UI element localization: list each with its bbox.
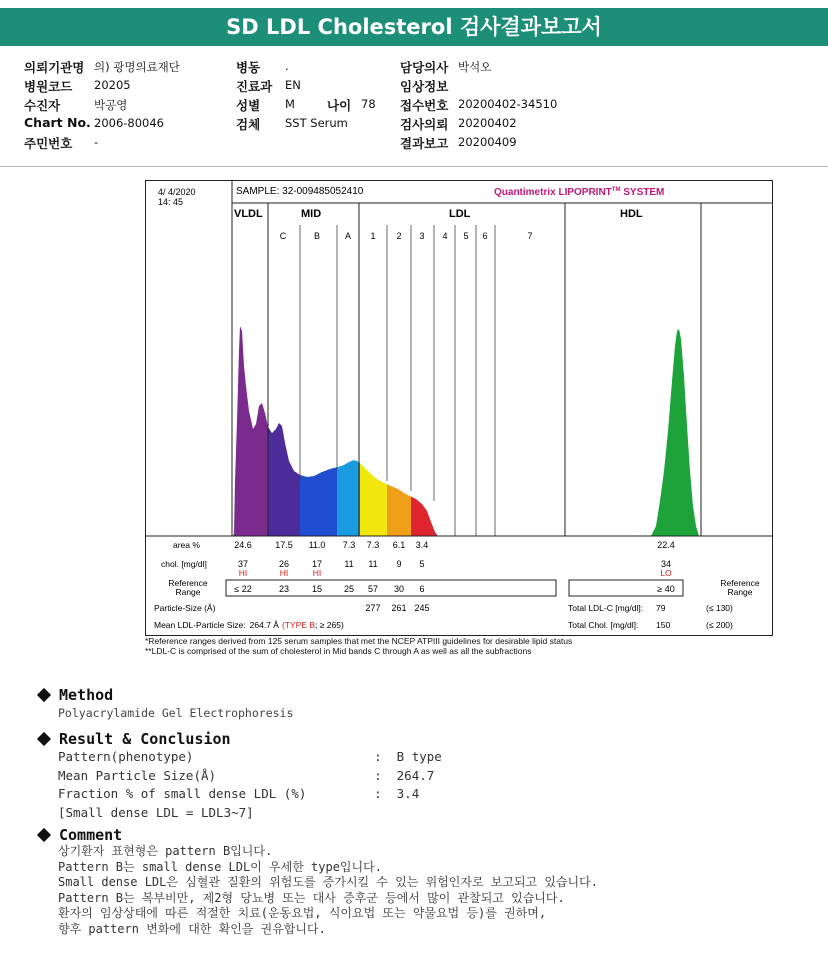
total-chol-value: 150 (656, 620, 671, 630)
footnote-2: **LDL-C is comprised of the sum of cholesterol in Mid bands C through A as well as all the subfractions (145, 646, 532, 656)
band-label-b: B (313, 231, 321, 241)
band-label-7: 7 (527, 231, 533, 241)
clinical-info-label: 임상정보 (400, 79, 449, 94)
method-section (36, 686, 293, 723)
band-label-3: 3 (419, 231, 425, 241)
institution-label: 의뢰기관명 (24, 60, 85, 75)
particle-size-label: Particle-Size (Å) (154, 603, 216, 613)
particle-size-ldl1: 277 (365, 603, 381, 613)
diamond-bullet-icon (37, 688, 51, 702)
area-ldl2: 6.1 (392, 540, 406, 550)
chol-ldl2: 9 (396, 559, 402, 569)
flag-vldl: HI (238, 568, 248, 578)
band-labels (280, 231, 533, 241)
age-label: 나이 (327, 98, 352, 113)
group-label-ldl: LDL (449, 208, 471, 220)
ref-c: 23 (278, 584, 290, 594)
receipt-no-label: 접수번호 (400, 98, 449, 113)
patient-label: 수진자 (24, 98, 61, 113)
band-label-4: 4 (442, 231, 448, 241)
ref-label-1: Reference (168, 578, 208, 588)
brand-text: Quantimetrix LIPOPRINT™ SYSTEM (494, 187, 665, 198)
hospital-code-value: 20205 (94, 78, 131, 92)
diamond-bullet-icon (37, 828, 51, 842)
doctor-value: 박석오 (458, 60, 492, 74)
area-ldl1: 7.3 (366, 540, 380, 550)
band-label-c: C (279, 231, 287, 241)
ward-label: 병동 (236, 60, 261, 75)
receipt-no-value: 20200402-34510 (458, 97, 558, 111)
request-date-value: 20200402 (458, 116, 517, 130)
chol-a: 11 (344, 559, 354, 569)
ref-label-right-2: Range (727, 587, 753, 597)
doctor-label: 담당의사 (400, 60, 449, 75)
mean-type-ref: ; ≥ 265) (315, 620, 344, 630)
dept-value: EN (285, 78, 301, 92)
result-heading: Result & Conclusion (59, 730, 231, 748)
patient-value: 박공영 (94, 98, 128, 112)
particle-size-ldl3: 245 (414, 603, 430, 613)
institution-value: 의) 광명의료재단 (94, 60, 180, 74)
area-hdl: 22.4 (657, 540, 675, 550)
comment-line-4: Pattern B는 복부비만, 제2형 당뇨병 또는 대사 증후군 등에서 많이 관찰되고 있습니다. (58, 890, 565, 905)
resident-no-value: - (94, 135, 99, 149)
specimen-value: SST Serum (285, 116, 348, 130)
report-footnotes (145, 636, 572, 656)
ward-value: . (285, 59, 289, 73)
total-ldl-value: 79 (656, 603, 666, 613)
report-date: 4/ 4/2020 (158, 187, 196, 197)
band-label-6: 6 (482, 231, 488, 241)
flag-b: HI (312, 568, 322, 578)
flag-hdl: LO (660, 568, 672, 578)
ref-hdl: ≥ 40 (657, 584, 675, 594)
area-b: 11.0 (308, 540, 326, 550)
footnote-1: *Reference ranges derived from 125 serum samples that met the NCEP ATPIII guidelines for desirable lipid status (145, 636, 573, 646)
area-row-label: area % (173, 540, 200, 550)
chol-vldl: 37 (237, 559, 249, 569)
band-label-a: A (344, 231, 352, 241)
comment-heading-row (36, 826, 598, 844)
ref-label-right-1: Reference (720, 578, 760, 588)
sample-id: SAMPLE: 32-009485052410 (236, 186, 364, 197)
ref-ldl2: 30 (393, 584, 405, 594)
mean-size-value: 264.7 Å (249, 620, 279, 630)
band-label-1: 1 (370, 231, 376, 241)
result-date-label: 결과보고 (400, 136, 449, 151)
patient-info-panel (0, 54, 828, 167)
diamond-bullet-icon (37, 732, 51, 746)
group-label-hdl: HDL (620, 208, 643, 220)
result-line-mean-size: Mean Particle Size(Å) : 264.7 (58, 767, 435, 783)
total-ldl-label: Total LDL-C [mg/dl]: (568, 603, 644, 613)
trace-fill-hdl (651, 329, 699, 536)
chart-no-value: 2006-80046 (94, 116, 164, 130)
group-label-vldl: VLDL (234, 208, 263, 220)
method-heading: Method (59, 686, 114, 704)
result-line-fraction: Fraction % of small dense LDL (%) : 3.4 (58, 786, 420, 801)
resident-no-label: 주민번호 (24, 136, 73, 151)
area-vldl: 24.6 (234, 540, 252, 550)
result-line-pattern: Pattern(phenotype) : B type (58, 749, 442, 764)
comment-line-2: Pattern B는 small dense LDL이 우세한 type입니다. (58, 859, 382, 874)
chol-hdl: 34 (660, 559, 672, 569)
group-label-mid: MID (301, 208, 322, 220)
results-table (154, 540, 760, 630)
chol-row-label: chol. [mg/dl] (161, 559, 207, 569)
sex-value: M (285, 97, 295, 111)
band-label-2: 2 (396, 231, 402, 241)
comment-heading: Comment (59, 826, 123, 844)
total-chol-label: Total Chol. [mg/dl]: (568, 620, 639, 630)
total-chol-ref: (≤ 200) (706, 620, 733, 630)
mean-type: (TYPE B (281, 620, 316, 630)
result-line-definition: [Small dense LDL = LDL3~7] (58, 804, 254, 820)
chol-ldl3: 5 (419, 559, 425, 569)
chart-no-label: Chart No. (24, 115, 91, 130)
comment-section (36, 826, 598, 937)
ref-ldl1: 57 (367, 584, 379, 594)
method-heading-row (36, 686, 293, 704)
method-text: Polyacrylamide Gel Electrophoresis (58, 706, 294, 720)
comment-line-3: Small dense LDL은 심혈관 질환의 위험도를 증가시킬 수 있는 위험인자로 보고되고 있습니다. (58, 875, 598, 889)
request-date-label: 검사의뢰 (400, 117, 449, 132)
area-c: 17.5 (275, 540, 293, 550)
chol-b: 17 (311, 559, 323, 569)
ref-b: 15 (311, 584, 323, 594)
result-date-value: 20200409 (458, 135, 517, 149)
electrophoresis-trace (233, 326, 699, 536)
area-a: 7.3 (342, 540, 356, 550)
hospital-code-label: 병원코드 (24, 79, 73, 94)
flag-c: HI (279, 568, 289, 578)
particle-size-ldl2: 261 (391, 603, 407, 613)
sex-label: 성별 (236, 98, 261, 113)
chol-c: 26 (278, 559, 290, 569)
chol-ldl1: 11 (368, 559, 378, 569)
ref-ldl3: 6 (419, 584, 425, 594)
ref-box-left (226, 580, 556, 596)
result-section (36, 730, 442, 822)
mean-size-line (154, 620, 344, 630)
ref-a: 25 (343, 584, 355, 594)
comment-line-1: 상기환자 표현형은 pattern B입니다. (58, 844, 273, 858)
area-ldl3: 3.4 (415, 540, 429, 550)
report-time: 14: 45 (158, 197, 184, 207)
dept-label: 진료과 (236, 79, 273, 94)
lipoprint-report (145, 180, 773, 636)
report-title: SD LDL Cholesterol 검사결과보고서 (0, 8, 828, 46)
mean-size-label: Mean LDL-Particle Size: (154, 620, 246, 630)
comment-line-6: 향후 pattern 변화에 대한 확인을 권유합니다. (58, 921, 326, 936)
age-value: 78 (361, 97, 376, 111)
band-label-5: 5 (463, 231, 469, 241)
specimen-label: 검체 (236, 117, 261, 132)
total-ldl-ref: (≤ 130) (706, 603, 733, 613)
result-heading-row (36, 730, 442, 748)
comment-line-5: 환자의 임상상태에 따른 적절한 치료(운동요법, 식이요법 또는 약물요법 등)를 권하며, (58, 906, 547, 920)
ref-vldl: ≤ 22 (234, 584, 252, 594)
ref-label-2: Range (175, 587, 201, 597)
